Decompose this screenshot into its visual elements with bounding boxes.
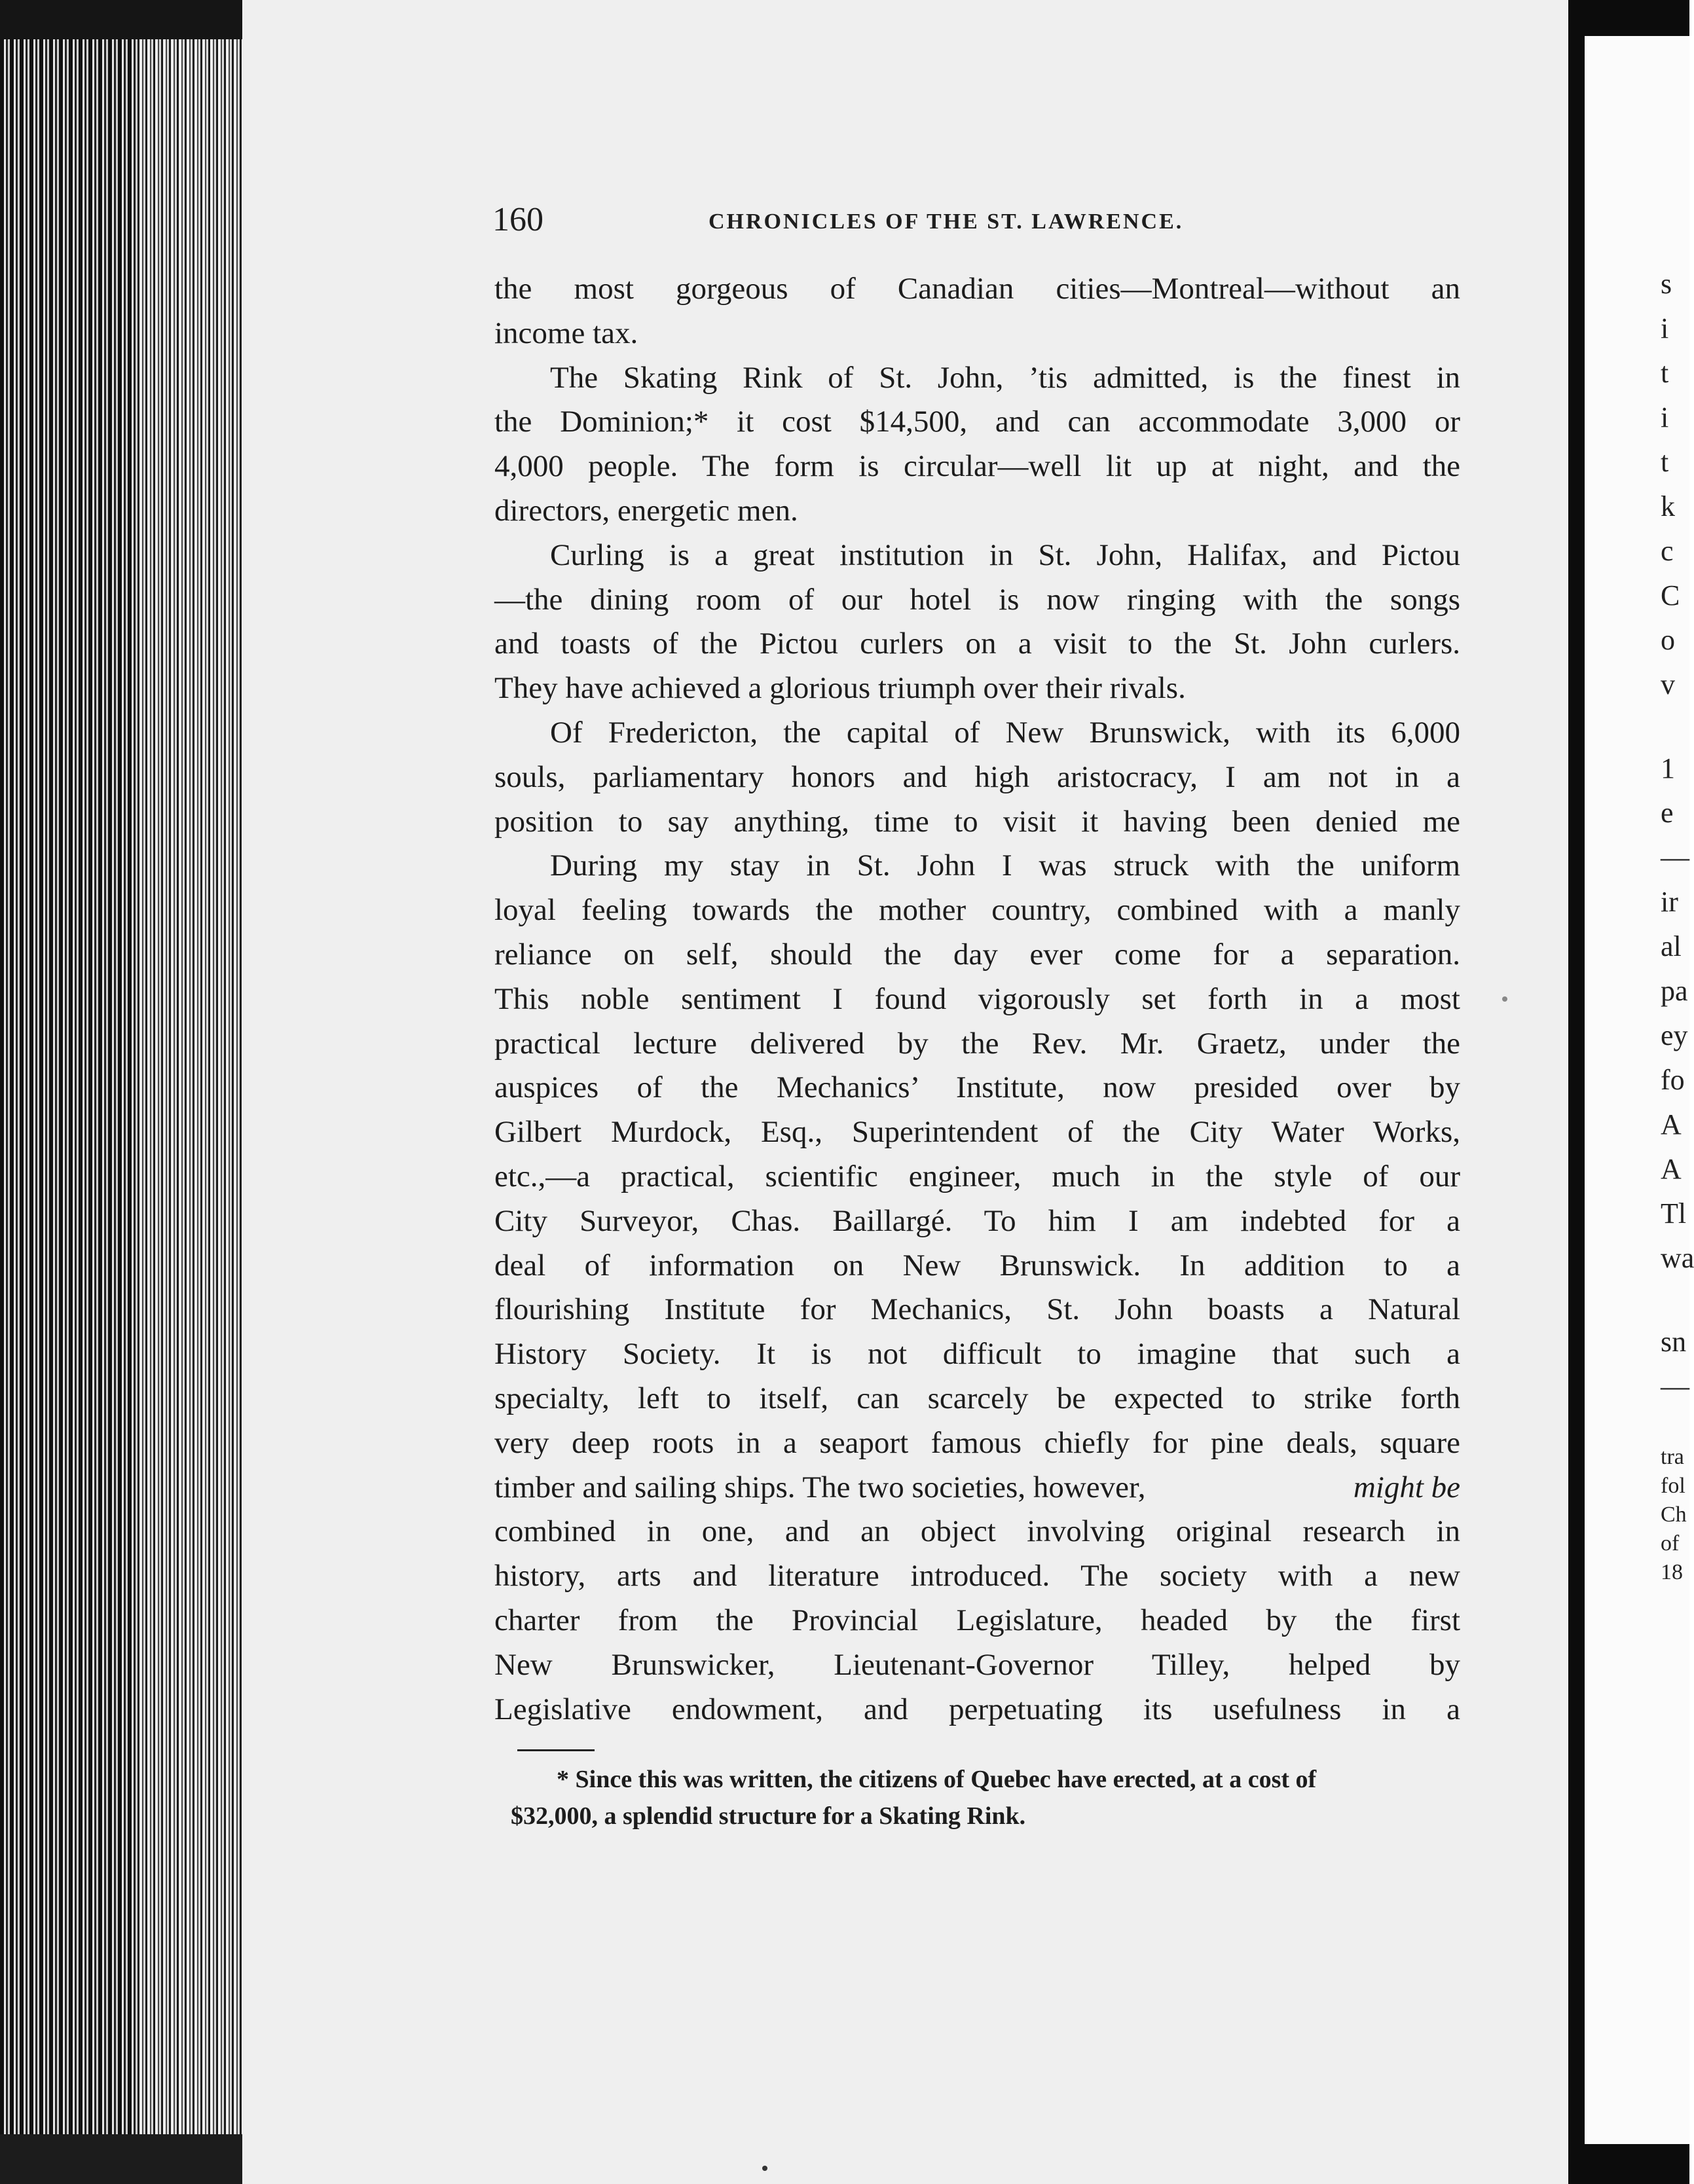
body-text: [494, 267, 1460, 1732]
text-line-with-italic: [494, 1466, 1460, 1510]
text-line: Curling is a great institution in St. John, Halifax, and Pictou: [550, 537, 1460, 572]
text-line: etc.,—a practical, scientific engineer, much in the style of our: [494, 1159, 1460, 1193]
facing-fragment: A: [1661, 1153, 1682, 1185]
facing-fragment: t: [1661, 446, 1669, 478]
scan-border-bottom-right: [1568, 2141, 1689, 2184]
text-line: Gilbert Murdock, Esq., Superintendent of the City Water Works,: [494, 1115, 1460, 1150]
italic-phrase: might be: [1353, 1470, 1460, 1504]
footnote-rule: [517, 1749, 595, 1751]
facing-fragment: o: [1661, 624, 1675, 656]
scan-border-top-right: [1568, 0, 1689, 39]
text-line: —the dining room of our hotel is now ringing with the songs: [494, 582, 1460, 617]
text-line: reliance on self, should the day ever come for a separation.: [494, 937, 1460, 972]
facing-fragment: v: [1661, 668, 1675, 701]
facing-fragment: —: [1661, 1370, 1689, 1402]
page-number: 160: [492, 201, 543, 238]
scan-speck: [1502, 996, 1507, 1002]
text-line: auspices of the Mechanics’ Institute, now presided over by: [494, 1070, 1460, 1105]
text-line: loyal feeling towards the mother country, combined with a manly: [494, 893, 1460, 928]
text-line: flourishing Institute for Mechanics, St. John boasts a Natural: [494, 1292, 1460, 1327]
book-gutter: [1568, 0, 1587, 2184]
text-line: History Society. It is not difficult to imagine that such a: [494, 1337, 1460, 1372]
footnote: [511, 1761, 1467, 1834]
text-line: They have achieved a glorious triumph over their rivals.: [494, 671, 1186, 706]
text-line: New Brunswicker, Lieutenant-Governor Tilley, helped by: [494, 1647, 1460, 1682]
text-line: This noble sentiment I found vigorously set forth in a most: [494, 981, 1460, 1016]
text-line: charter from the Provincial Legislature, headed by the first: [494, 1603, 1460, 1637]
text-line: directors, energetic men.: [494, 493, 798, 528]
facing-fragment: s: [1661, 268, 1672, 300]
text-line: history, arts and literature introduced. The society with a new: [494, 1559, 1460, 1593]
text-line: deal of information on New Brunswick. In addition to a: [494, 1248, 1460, 1283]
footnote-line: $32,000, a splendid structure for a Skating Rink.: [511, 1802, 1026, 1830]
facing-fragment: c: [1661, 535, 1674, 567]
scan-speck: [762, 2166, 767, 2171]
facing-fragment: al: [1661, 930, 1682, 962]
text-line: Legislative endowment, and perpetuating its usefulness in a: [494, 1692, 1460, 1726]
running-head: [492, 200, 1265, 240]
facing-fragment: C: [1661, 579, 1680, 611]
text-line: practical lecture delivered by the Rev. Mr. Graetz, under the: [494, 1026, 1460, 1061]
text-line: combined in one, and an object involving original research in: [494, 1514, 1460, 1549]
facing-fragment: ir: [1661, 886, 1678, 918]
facing-fragment: fo: [1661, 1064, 1685, 1096]
facing-fragment: e: [1661, 797, 1674, 829]
facing-fragment: Ch: [1661, 1502, 1687, 1527]
facing-page-text-fragments: [1661, 236, 1694, 1584]
facing-fragment: fol: [1661, 1474, 1685, 1498]
text-line: position to say anything, time to visit it having been denied me: [494, 804, 1460, 839]
facing-fragment: pa: [1661, 975, 1688, 1007]
running-title: CHRONICLES OF THE ST. LAWRENCE.: [709, 209, 1184, 234]
text-line: souls, parliamentary honors and high aristocracy, I am not in a: [494, 759, 1460, 794]
facing-fragment: wa: [1661, 1242, 1694, 1274]
text-line: Of Fredericton, the capital of New Brunswick, with its 6,000: [550, 715, 1460, 750]
text-line: During my stay in St. John I was struck with the uniform: [550, 848, 1460, 883]
facing-fragment: i: [1661, 312, 1669, 344]
text-line: City Surveyor, Chas. Baillargé. To him I am indebted for a: [494, 1203, 1460, 1238]
text-line: income tax.: [494, 316, 638, 350]
scan-border-top: [0, 0, 262, 39]
facing-fragment: t: [1661, 357, 1669, 389]
facing-fragment: k: [1661, 490, 1675, 522]
facing-fragment: i: [1661, 401, 1669, 433]
text-line: the most gorgeous of Canadian cities—Montreal—without an: [494, 272, 1460, 306]
text-line-start: timber and sailing ships. The two societies, however,: [494, 1470, 1146, 1504]
facing-fragment: ey: [1661, 1019, 1688, 1051]
facing-fragment: 18: [1661, 1560, 1683, 1584]
scan-border-bottom: [0, 2134, 262, 2184]
footnote-line: * Since this was written, the citizens of Quebec have erected, at a cost of: [557, 1766, 1317, 1793]
facing-fragment: A: [1661, 1108, 1682, 1140]
facing-fragment: tra: [1661, 1445, 1684, 1469]
facing-fragment: Tl: [1661, 1197, 1687, 1229]
text-line: and toasts of the Pictou curlers on a visit to the St. John curlers.: [494, 627, 1460, 661]
text-line: 4,000 people. The form is circular—well lit up at night, and the: [494, 449, 1460, 484]
facing-fragment: 1: [1661, 752, 1675, 784]
facing-fragment: of: [1661, 1531, 1680, 1556]
facing-fragment: —: [1661, 841, 1689, 873]
text-line: The Skating Rink of St. John, ’tis admitted, is the finest in: [550, 360, 1460, 395]
facing-fragment: sn: [1661, 1326, 1687, 1358]
text-line: specialty, left to itself, can scarcely be expected to strike forth: [494, 1381, 1460, 1415]
text-line: the Dominion;* it cost $14,500, and can accommodate 3,000 or: [494, 405, 1460, 439]
text-line: very deep roots in a seaport famous chiefly for pine deals, square: [494, 1425, 1460, 1460]
